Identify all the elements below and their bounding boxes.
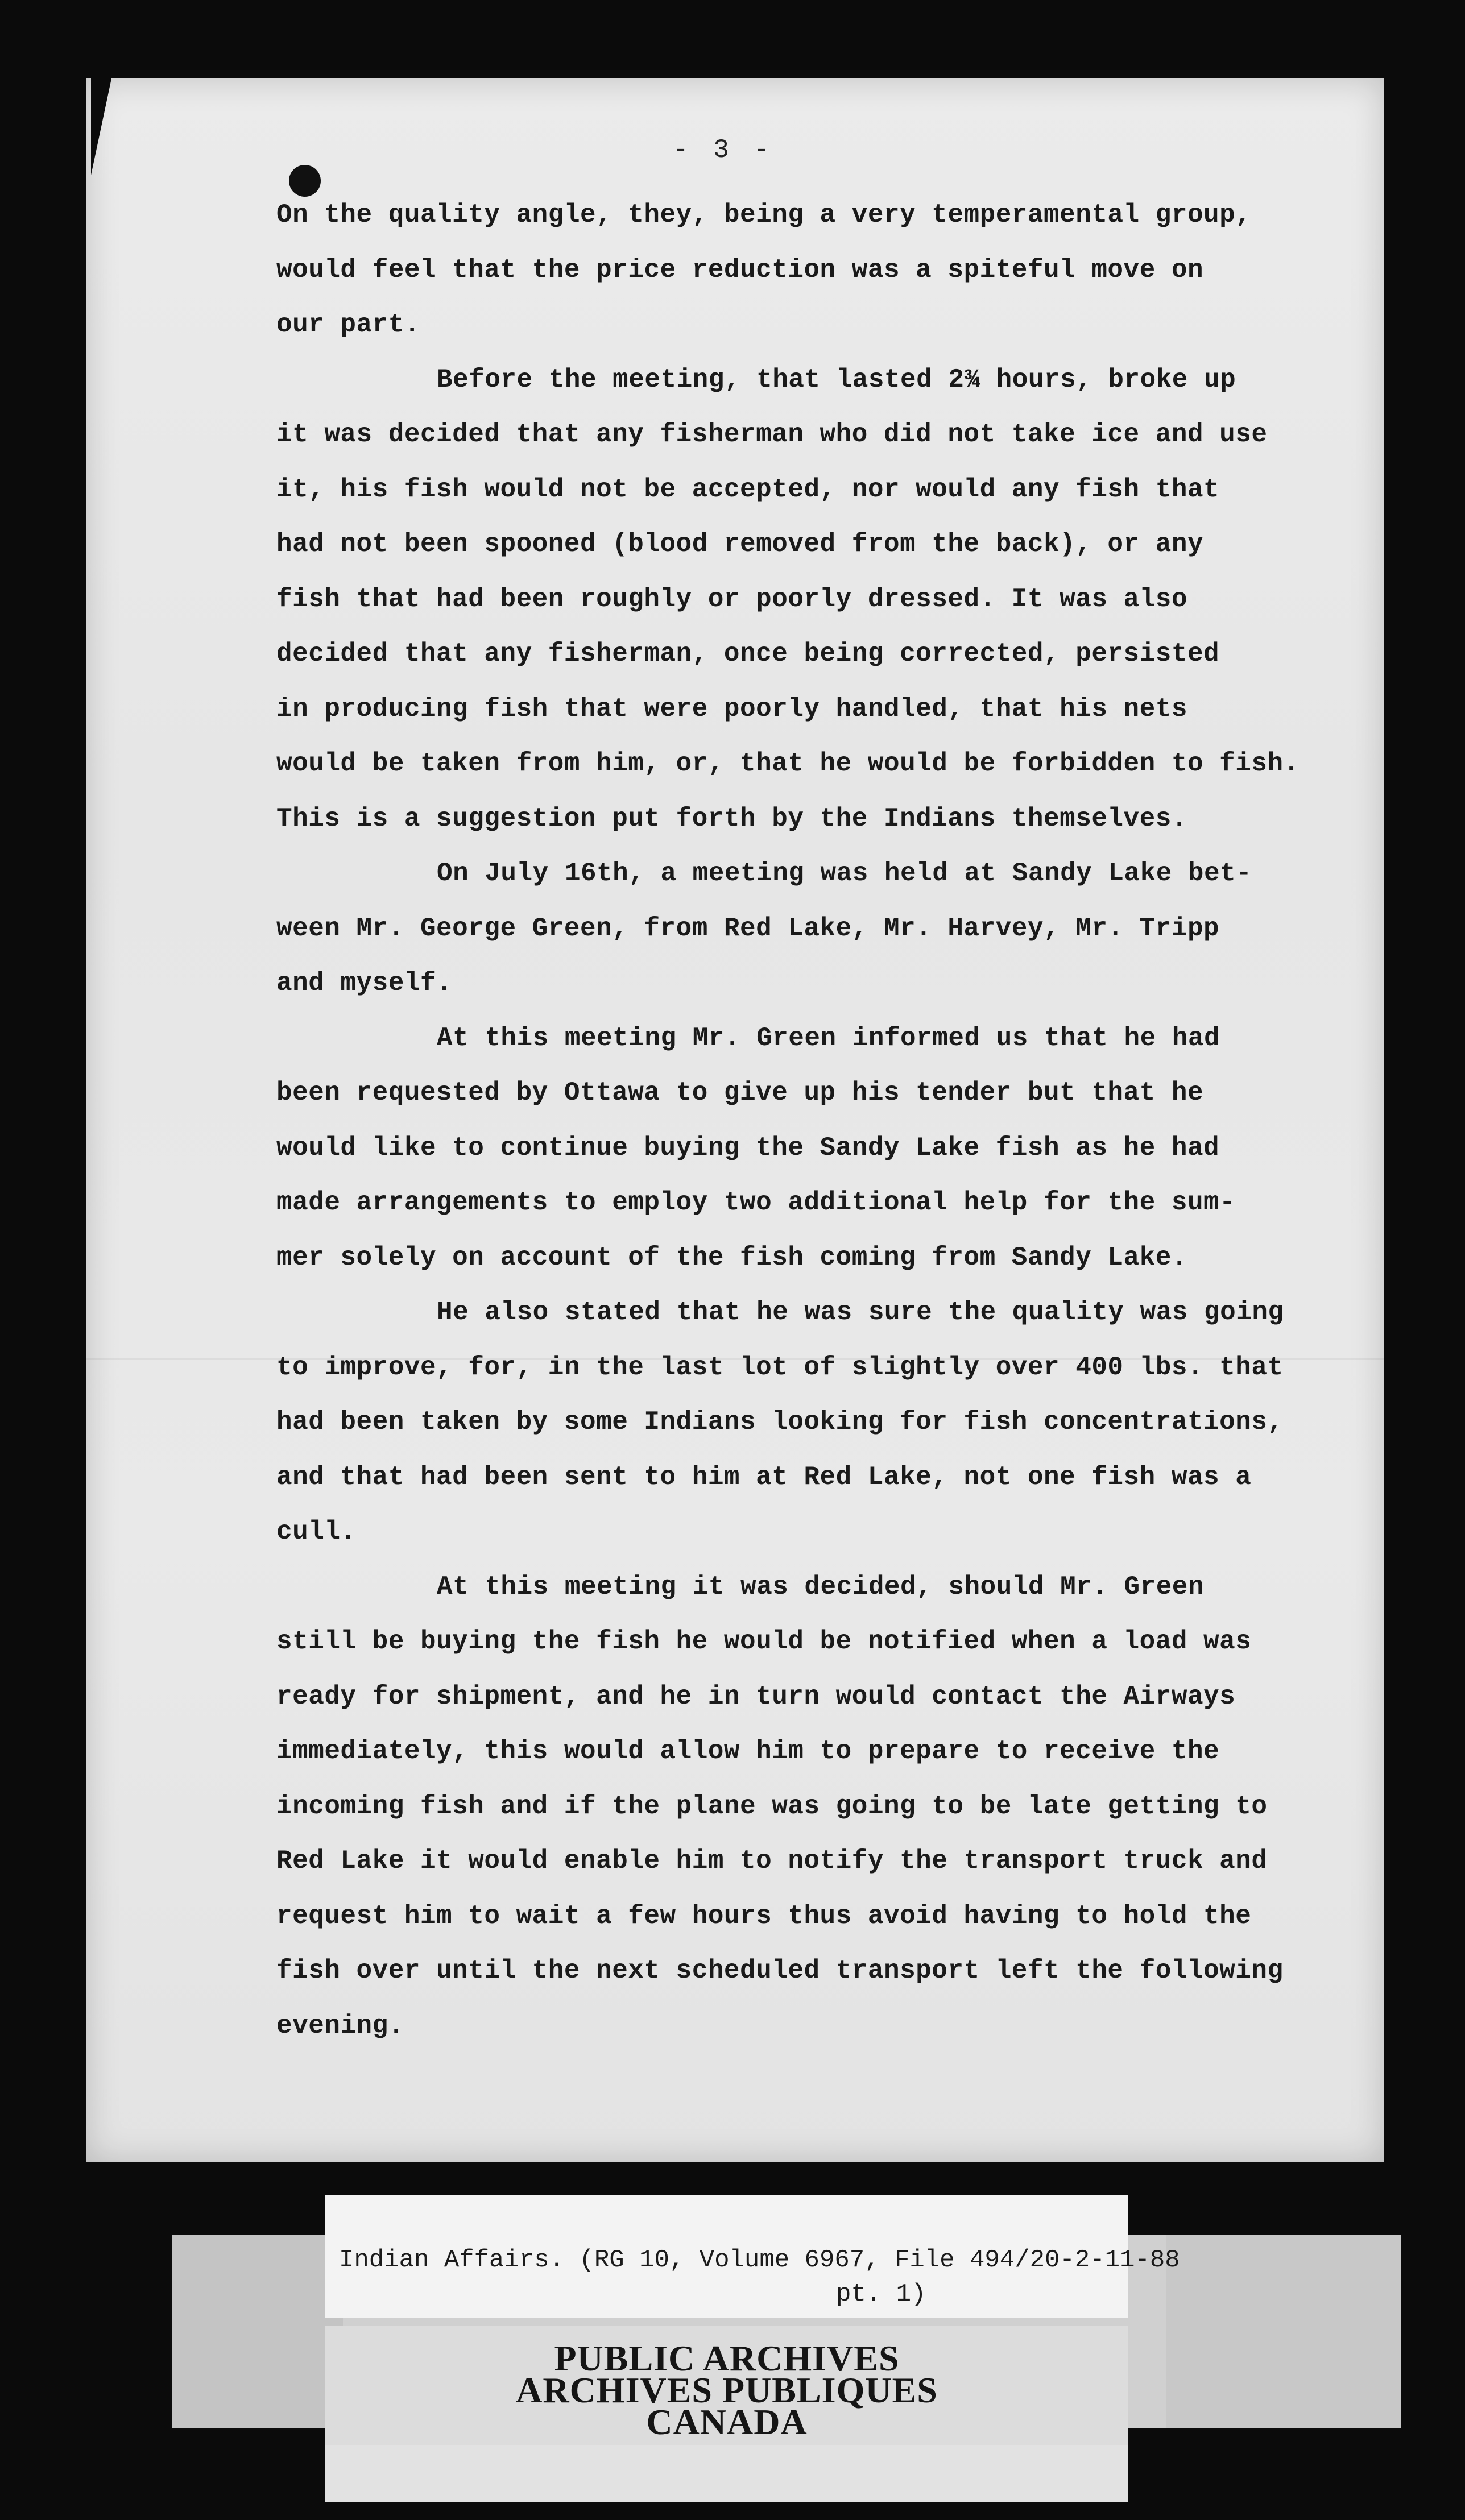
- text-line: evening.: [276, 2011, 404, 2041]
- text-line: On July 16th, a meeting was held at Sandy Lake bet-: [437, 859, 1252, 888]
- text-line: ween Mr. George Green, from Red Lake, Mr. Harvey, Mr. Tripp: [276, 913, 1220, 943]
- text-line: incoming fish and if the plane was going to be late getting to: [276, 1791, 1268, 1821]
- text-line: been requested by Ottawa to give up his tender but that he: [276, 1078, 1204, 1108]
- text-line: and that had been sent to him at Red Lake, not one fish was a: [276, 1462, 1252, 1492]
- text-line: decided that any fisherman, once being corrected, persisted: [276, 639, 1220, 669]
- text-line: fish that had been roughly or poorly dressed. It was also: [276, 584, 1187, 614]
- text-line: fish over until the next scheduled transport left the following: [276, 1956, 1284, 1986]
- letter-body: [276, 188, 1357, 2053]
- text-line: Red Lake it would enable him to notify the transport truck and: [276, 1846, 1268, 1876]
- text-line: still be buying the fish he would be notified when a load was: [276, 1627, 1252, 1656]
- text-line: our part.: [276, 310, 420, 339]
- bottom-label-strip: [325, 2445, 1128, 2502]
- stamp-line: CANADA: [646, 2402, 808, 2442]
- text-line: He also stated that he was sure the quality was going: [437, 1298, 1284, 1327]
- text-line: At this meeting it was decided, should Mr. Green: [437, 1572, 1205, 1602]
- text-line: it, his fish would not be accepted, nor would any fish that: [276, 474, 1220, 504]
- stamp-line: ARCHIVES PUBLIQUES: [516, 2370, 938, 2410]
- text-line: mer solely on account of the fish coming from Sandy Lake.: [276, 1242, 1187, 1273]
- text-line: request him to wait a few hours thus avoid having to hold the: [276, 1901, 1252, 1931]
- text-line: and myself.: [276, 968, 453, 998]
- torn-corner: [91, 78, 111, 175]
- text-line: had been taken by some Indians looking for fish concentrations,: [276, 1407, 1284, 1437]
- text-line: would be taken from him, or, that he would be forbidden to fish.: [276, 749, 1300, 778]
- text-line: to improve, for, in the last lot of slightly over 400 lbs. that: [276, 1352, 1284, 1382]
- text-line: Before the meeting, that lasted 2¾ hours, broke up: [437, 364, 1236, 395]
- label-strip-left-panel: [172, 2235, 343, 2428]
- page-number: - 3 -: [673, 135, 775, 165]
- text-line: At this meeting Mr. Green informed us that he had: [437, 1023, 1220, 1053]
- text-line: made arrangements to employ two additional help for the sum-: [276, 1188, 1236, 1217]
- text-line: cull.: [276, 1517, 357, 1547]
- stamp-line: PUBLIC ARCHIVES: [554, 2338, 900, 2378]
- text-line: would like to continue buying the Sandy Lake fish as he had: [276, 1133, 1220, 1163]
- text-line: ready for shipment, and he in turn would contact the Airways: [276, 1681, 1236, 1711]
- reference-line-part: pt. 1): [836, 2280, 926, 2308]
- text-line: This is a suggestion put forth by the Indians themselves.: [276, 803, 1187, 834]
- text-line: On the quality angle, they, being a very temperamental group,: [276, 200, 1252, 230]
- text-line: it was decided that any fisherman who did not take ice and use: [276, 420, 1268, 449]
- label-strip-right-panel: [1166, 2235, 1401, 2428]
- text-line: immediately, this would allow him to prepare to receive the: [276, 1736, 1220, 1766]
- text-line: would feel that the price reduction was a spiteful move on: [276, 255, 1204, 285]
- text-line: had not been spooned (blood removed from the back), or any: [276, 529, 1204, 559]
- text-line: in producing fish that were poorly handled, that his nets: [276, 694, 1187, 724]
- reference-line: Indian Affairs. (RG 10, Volume 6967, File 494/20-2-11-88: [339, 2246, 1180, 2274]
